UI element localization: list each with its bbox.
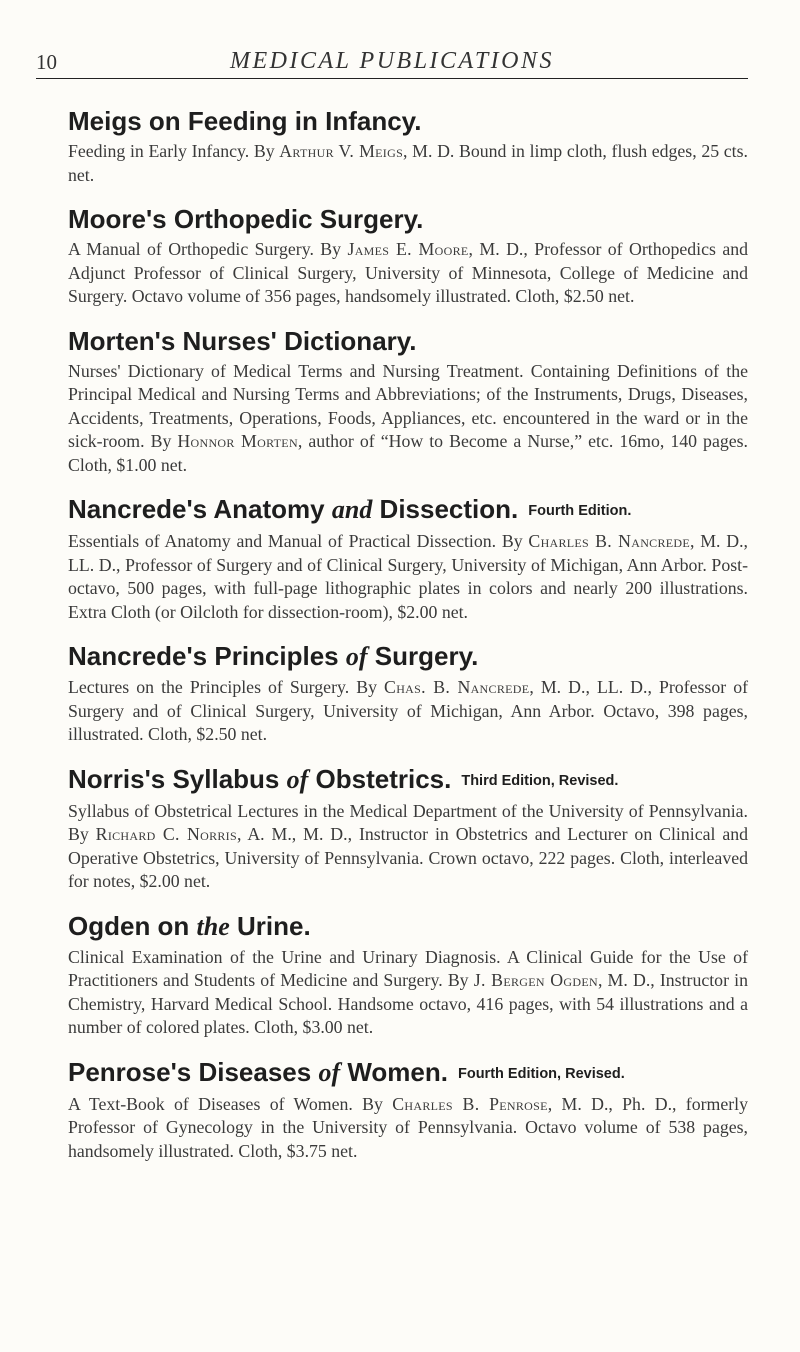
- publication-entry: [68, 492, 748, 624]
- entry-title-connector: of: [318, 1057, 341, 1087]
- publication-entry: [68, 1055, 748, 1164]
- entry-title: [68, 104, 748, 138]
- entry-title-connector: of: [345, 642, 368, 671]
- edition-note: Third Edition, Revised.: [461, 772, 619, 789]
- entry-description: [68, 800, 748, 894]
- author-name: Arthur V. Meigs: [279, 141, 404, 161]
- entry-title-connector: and: [331, 495, 373, 524]
- author-name: Charles B. Penrose: [392, 1093, 548, 1114]
- entry-description: [68, 360, 748, 478]
- entry-title-main: Morten's Nurses' Dictionary.: [68, 325, 417, 356]
- running-head: [36, 48, 748, 79]
- publication-entry: [68, 202, 748, 309]
- entry-title-end: Women.: [340, 1056, 448, 1087]
- description-details: , M. D., Instructor in Chemistry, Harvard Medical School. Handsome octavo, 416 pages, with 54 illustrations and a number of colored plates. Cloth, $3.00 net.: [68, 970, 748, 1037]
- entry-description: [68, 140, 748, 187]
- publication-entry: [68, 324, 748, 478]
- publication-list: [68, 104, 748, 1178]
- running-title: MEDICAL PUBLICATIONS: [229, 48, 554, 74]
- publication-entry: [68, 639, 748, 747]
- description-text: Lectures on the Principles of Surgery. By: [68, 677, 385, 697]
- entry-title: [68, 324, 748, 358]
- edition-note: Fourth Edition.: [528, 503, 632, 519]
- author-name: Richard C. Norris: [95, 824, 237, 844]
- author-name: Charles B. Nancrede: [528, 531, 691, 551]
- entry-title-main: Nancrede's Anatomy: [68, 494, 332, 524]
- entry-description: [68, 1093, 748, 1164]
- author-name: Honnor Morten: [177, 431, 298, 451]
- description-text: A Manual of Orthopedic Surgery. By: [68, 239, 348, 259]
- edition-note: Fourth Edition, Revised.: [457, 1065, 625, 1082]
- description-text: Nurses' Dictionary of Medical Terms and Nursing Treatment. Containing Definitions of the Principal Medical and Nursing Terms and Abbreviations; of the Instruments, Drugs, Diseases, Accidents, Treatments, Operations, Foods, Appliances, etc. encountered in the ward or in the sick-room. By: [68, 360, 748, 451]
- description-details: , M. D. Bound in limp cloth, flush edges, 25 cts. net.: [68, 141, 748, 185]
- entry-title-main: Norris's Syllabus: [68, 763, 287, 794]
- entry-title-main: Meigs on Feeding in Infancy.: [68, 106, 422, 136]
- entry-description: [68, 676, 748, 747]
- entry-description: [68, 238, 748, 309]
- page-number: 10: [36, 50, 57, 74]
- entry-title-end: Urine.: [229, 910, 311, 941]
- description-text: Feeding in Early Infancy. By: [68, 141, 280, 161]
- entry-title-main: Nancrede's Principles: [68, 641, 346, 671]
- author-name: J. Bergen Ogden: [473, 970, 598, 990]
- entry-title-connector: the: [196, 911, 230, 941]
- publication-entry: [68, 909, 748, 1040]
- description-text: Syllabus of Obstetrical Lectures in the Medical Department of the University of Pennsylvania. By: [68, 800, 748, 844]
- entry-description: [68, 530, 748, 624]
- description-details: , author of “How to Become a Nurse,” etc. 16mo, 140 pages. Cloth, $1.00 net.: [68, 431, 748, 475]
- entry-title-end: Obstetrics.: [308, 763, 452, 794]
- entry-title-main: Ogden on: [68, 910, 197, 941]
- publication-entry: [68, 104, 748, 187]
- description-text: A Text-Book of Diseases of Women. By: [68, 1093, 393, 1114]
- entry-title-main: Moore's Orthopedic Surgery.: [68, 204, 424, 234]
- entry-title: [68, 909, 748, 944]
- entry-title: [68, 202, 748, 236]
- description-details: , M. D., Ph. D., formerly Professor of Gynecology in the University of Pennsylvania. Octavo volume of 538 pages, handsomely illustrated. Cloth, $3.75 net.: [68, 1093, 749, 1161]
- description-details: , M. D., LL. D., Professor of Surgery and of Clinical Surgery, University of Michigan, Ann Arbor. Post-octavo, 500 pages, with full-page lithographic plates in colors and nearly 200 illustrations. Extra Cloth (or Oilcloth for dissection-room), $2.00 net.: [68, 531, 749, 622]
- author-name: James E. Moore: [347, 239, 469, 259]
- description-text: Clinical Examination of the Urine and Urinary Diagnosis. A Clinical Guide for the Use of Practitioners and Students of Medicine and Surgery. By: [68, 946, 748, 990]
- entry-title-end: Dissection.: [372, 494, 519, 524]
- author-name: Chas. B. Nancrede: [384, 677, 530, 697]
- description-details: , M. D., Professor of Orthopedics and Adjunct Professor of Clinical Surgery, University of Minnesota, College of Medicine and Surgery. Octavo volume of 356 pages, handsomely illustrated. Cloth, $2.50 net.: [68, 239, 749, 306]
- entry-title: [68, 762, 748, 798]
- entry-title: [68, 1055, 748, 1091]
- description-text: Essentials of Anatomy and Manual of Practical Dissection. By: [68, 531, 529, 551]
- entry-title-end: Surgery.: [367, 641, 479, 671]
- description-details: , A. M., M. D., Instructor in Obstetrics and Lecturer on Clinical and Operative Obstetrics, University of Pennsylvania. Crown octavo, 222 pages. Cloth, interleaved for notes, $2.00 net.: [68, 824, 749, 891]
- entry-title-connector: of: [286, 764, 309, 794]
- entry-title: [68, 639, 748, 674]
- entry-title-main: Penrose's Diseases: [68, 1056, 319, 1087]
- entry-description: [68, 946, 748, 1040]
- description-details: , M. D., LL. D., Professor of Surgery and of Clinical Surgery, University of Michigan, Ann Arbor. Octavo, 398 pages, illustrated. Cloth, $2.50 net.: [68, 677, 749, 744]
- publication-entry: [68, 762, 748, 894]
- entry-title: [68, 492, 748, 528]
